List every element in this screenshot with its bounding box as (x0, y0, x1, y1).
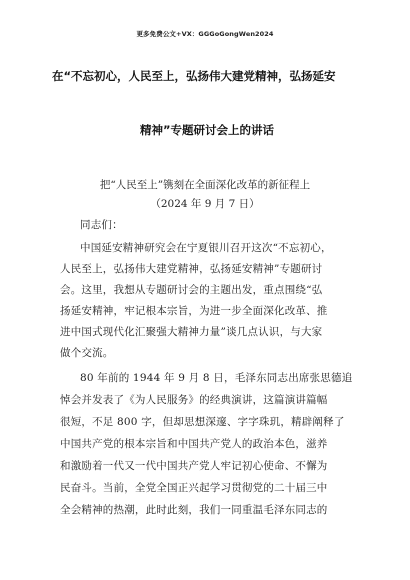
document-title-line-1: 在“不忘初心，人民至上，弘扬伟大建党精神，弘扬延安 (52, 69, 336, 83)
body-line: 全会精神的热潮，此时此刻，我们一同重温毛泽东同志的 (60, 504, 328, 516)
body-line: 很短，不足 800 字，但却思想深邃、字字珠玑，精辟阐释了 (60, 416, 345, 428)
subtitle: 把“人民至上”镌刻在全面深化改革的新征程上 (99, 179, 311, 191)
body-line: 扬延安精神，牢记根本宗旨，为进一步全面深化改革、推 (60, 305, 328, 317)
body-line: 民奋斗。当前，全党全国正兴起学习贯彻党的二十届三中 (60, 482, 328, 494)
header-note: 更多免费公文+VX：GGGoGongWen2024 (136, 30, 274, 38)
document-title-line-2: 精神”专题研讨会上的讲话 (140, 123, 275, 137)
speech-date: （2024 年 9 月 7 日） (150, 198, 260, 210)
body-line: 悼会并发表了《为人民服务》的经典演讲，这篇演讲篇幅 (60, 394, 328, 406)
body-line: 中国延安精神研究会在宁夏银川召开这次“不忘初心， (80, 242, 332, 254)
body-line: 80 年前的 1944 年 9 月 8 日，毛泽东同志出席张思德追 (80, 372, 353, 384)
body-line: 和激励着一代又一代中国共产党人牢记初心使命、不懈为 (60, 460, 328, 472)
salutation: 同志们： (80, 219, 123, 231)
body-line: 人民至上，弘扬伟大建党精神，弘扬延安精神”专题研讨 (60, 263, 323, 275)
body-line: 中国共产党的根本宗旨和中国共产党人的政治本色，滋养 (60, 438, 328, 450)
body-line: 做个交流。 (60, 347, 114, 359)
body-line: 进中国式现代化汇聚强大精神力量”谈几点认识，与大家 (60, 326, 323, 338)
body-line: 会。这里，我想从专题研讨会的主题出发，重点围绕“弘 (60, 284, 323, 296)
